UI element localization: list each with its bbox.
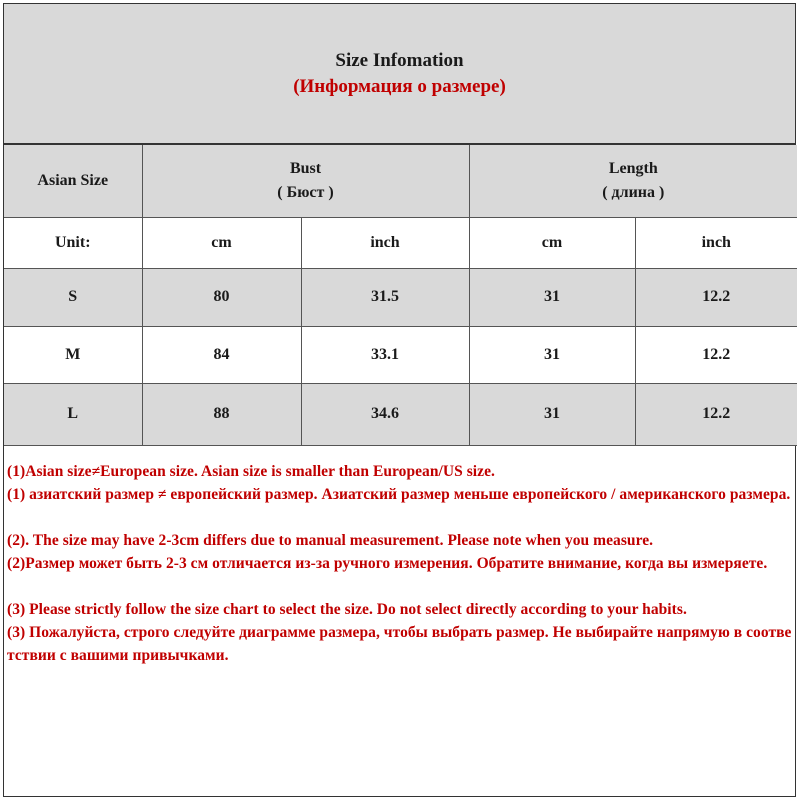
note-3-russian: (3) Пожалуйста, строго следуйте диаграмме размера, чтобы выбрать размер. Не выбирайте напрямую в соответствии с вашими привычками.: [7, 624, 792, 664]
bust-inch-cell: 33.1: [301, 326, 469, 383]
bust-inch-cell: 34.6: [301, 383, 469, 445]
table-row: [4, 268, 797, 326]
length-inch-cell: 12.2: [635, 326, 797, 383]
size-cell: M: [4, 326, 142, 383]
notes-section: [7, 460, 797, 667]
bust-inch-cell: 31.5: [301, 268, 469, 326]
header-asian-size: Asian Size: [4, 145, 142, 217]
size-cell: S: [4, 268, 142, 326]
header-bust: [142, 145, 469, 217]
note-1-russian: (1) азиатский размер ≠ европейский размер. Азиатский размер меньше европейского / американского размера.: [7, 486, 791, 503]
unit-length-inch: inch: [635, 217, 797, 268]
unit-bust-cm: cm: [142, 217, 301, 268]
note-3-english: (3) Please strictly follow the size chart to select the size. Do not select directly according to your habits.: [7, 601, 687, 618]
unit-bust-inch: inch: [301, 217, 469, 268]
length-inch-cell: 12.2: [635, 268, 797, 326]
note-1-english: (1)Asian size≠European size. Asian size is smaller than European/US size.: [7, 463, 495, 480]
unit-length-cm: cm: [469, 217, 635, 268]
length-cm-cell: 31: [469, 326, 635, 383]
table-header-row: [4, 145, 797, 217]
table-row: [4, 383, 797, 445]
length-cm-cell: 31: [469, 268, 635, 326]
length-inch-cell: 12.2: [635, 383, 797, 445]
header-length-label: Length: [608, 159, 658, 177]
title-english: Size Infomation: [335, 49, 464, 71]
note-spacer: [7, 506, 797, 529]
length-cm-cell: 31: [469, 383, 635, 445]
note-2-russian: (2)Размер может быть 2-3 см отличается из-за ручного измерения. Обратите внимание, когда вы измеряете.: [7, 555, 768, 572]
table-row: [4, 326, 797, 383]
title-box: [4, 4, 795, 145]
size-table: [4, 145, 797, 446]
header-bust-label: Bust: [289, 159, 322, 177]
unit-label: Unit:: [4, 217, 142, 268]
unit-row: [4, 217, 797, 268]
note-spacer: [7, 575, 797, 598]
bust-cm-cell: 84: [142, 326, 301, 383]
header-bust-russian: ( Бюст ): [277, 183, 334, 201]
title-russian: (Информация о размере): [293, 75, 506, 97]
bust-cm-cell: 80: [142, 268, 301, 326]
header-length: [469, 145, 797, 217]
note-2-english: (2). The size may have 2-3cm differs due to manual measurement. Please note when you measure.: [7, 532, 654, 549]
header-length-russian: ( длина ): [602, 183, 665, 201]
size-chart: [3, 3, 796, 797]
bust-cm-cell: 88: [142, 383, 301, 445]
size-cell: L: [4, 383, 142, 445]
